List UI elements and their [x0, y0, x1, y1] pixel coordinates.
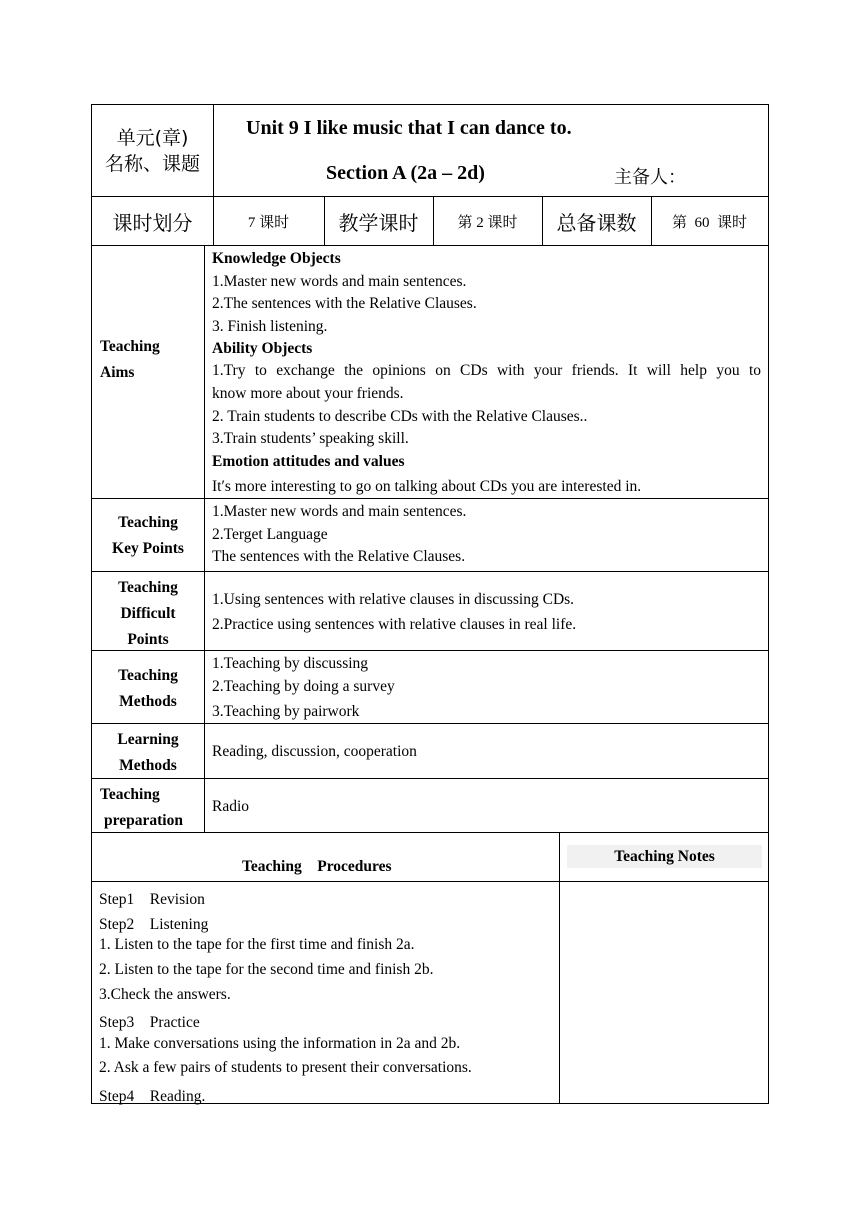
unit-label-line-2: 名称、课题 — [104, 153, 200, 175]
method-line: 2.Teaching by doing a survey — [212, 678, 395, 695]
difficult-point-line: 1.Using sentences with relative clauses in discussing CDs. — [212, 591, 575, 608]
unit-title: Unit 9 I like music that I can dance to. — [246, 117, 572, 139]
key-point-line: 2.Terget Language — [212, 526, 328, 543]
difficult-label-3: Points — [127, 631, 169, 648]
knowledge-item: 2.The sentences with the Relative Clauses. — [212, 295, 477, 312]
procedures-header-row — [91, 832, 769, 881]
difficult-label-1: Teaching — [118, 579, 178, 596]
learning-methods-row — [91, 723, 769, 778]
unit-label-cell — [92, 105, 213, 197]
period-division-label: 课时划分 — [112, 211, 193, 235]
key-point-line: 1.Master new words and main sentences. — [212, 503, 467, 520]
header-row — [91, 104, 769, 196]
preparation-label-2: preparation — [104, 812, 183, 829]
difficult-point-line: 2.Practice using sentences with relative clauses in real life. — [212, 616, 577, 633]
emotion-item: It′s more interesting to go on talking about CDs you are interested in. — [212, 478, 642, 495]
knowledge-item: 1.Master new words and main sentences. — [212, 273, 467, 290]
learning-label-2: Methods — [119, 757, 177, 774]
procedure-line: 2. Ask a few pairs of students to present their conversations. — [99, 1059, 472, 1076]
method-line: 3.Teaching by pairwork — [212, 703, 360, 720]
aims-label-2: Aims — [100, 364, 135, 381]
section-title: Section A (2a – 2d) — [326, 162, 485, 184]
procedures-body-row — [91, 881, 769, 1104]
methods-label-1: Teaching — [118, 667, 178, 684]
teaching-methods-row — [91, 650, 769, 723]
key-point-line: The sentences with the Relative Clauses. — [212, 548, 466, 565]
procedure-line: Step3 Practice — [99, 1014, 200, 1031]
teaching-period-value: 第 2 课时 — [457, 215, 518, 231]
aims-label-1: Teaching — [100, 338, 160, 355]
difficult-points-row — [91, 571, 769, 650]
learning-label-1: Learning — [117, 731, 179, 748]
teaching-aims-row — [91, 245, 769, 498]
teaching-period-label: 教学课时 — [338, 211, 419, 235]
ability-heading: Ability Objects — [212, 340, 313, 357]
periods-row — [91, 196, 769, 245]
procedure-line: 1. Make conversations using the information in 2a and 2b. — [99, 1035, 461, 1052]
methods-label-2: Methods — [119, 693, 177, 710]
procedure-line: 2. Listen to the tape for the second time and finish 2b. — [99, 961, 434, 978]
teaching-notes-heading: Teaching Notes — [567, 845, 762, 868]
procedure-line: Step2 Listening — [99, 916, 209, 933]
procedures-heading: Teaching Procedures — [242, 858, 392, 875]
unit-label-line-1: 单元(章) — [116, 127, 189, 149]
key-points-label-2: Key Points — [112, 540, 184, 557]
procedure-line: 1. Listen to the tape for the first time and finish 2a. — [99, 936, 415, 953]
preparer-label: 主备人： — [614, 167, 686, 188]
lesson-plan-table — [91, 104, 769, 1104]
procedure-line: Step1 Revision — [99, 891, 205, 908]
ability-item: 3.Train students’ speaking skill. — [212, 430, 409, 447]
procedure-line: 3.Check the answers. — [99, 986, 231, 1003]
total-lessons-value: 第 60 课时 — [671, 215, 747, 231]
procedure-line: Step4 Reading. — [99, 1088, 206, 1105]
key-points-row — [91, 498, 769, 571]
ability-item: 1.Try to exchange the opinions on CDs with your friends. It will help you to — [212, 362, 761, 379]
preparation-label-1: Teaching — [100, 786, 160, 803]
difficult-label-2: Difficult — [120, 605, 176, 622]
ability-item: 2. Train students to describe CDs with the Relative Clauses.. — [212, 408, 588, 425]
ability-item-cont: know more about your friends. — [212, 385, 404, 402]
preparation-value: Radio — [212, 798, 250, 815]
period-division-value: 7 课时 — [247, 215, 290, 231]
knowledge-item: 3. Finish listening. — [212, 318, 328, 335]
knowledge-heading: Knowledge Objects — [212, 250, 341, 267]
total-lessons-label: 总备课数 — [556, 211, 637, 235]
learning-methods-value: Reading, discussion, cooperation — [212, 743, 417, 760]
emotion-heading: Emotion attitudes and values — [212, 453, 405, 470]
method-line: 1.Teaching by discussing — [212, 655, 369, 672]
key-points-label-1: Teaching — [118, 514, 178, 531]
teaching-preparation-row — [91, 778, 769, 832]
